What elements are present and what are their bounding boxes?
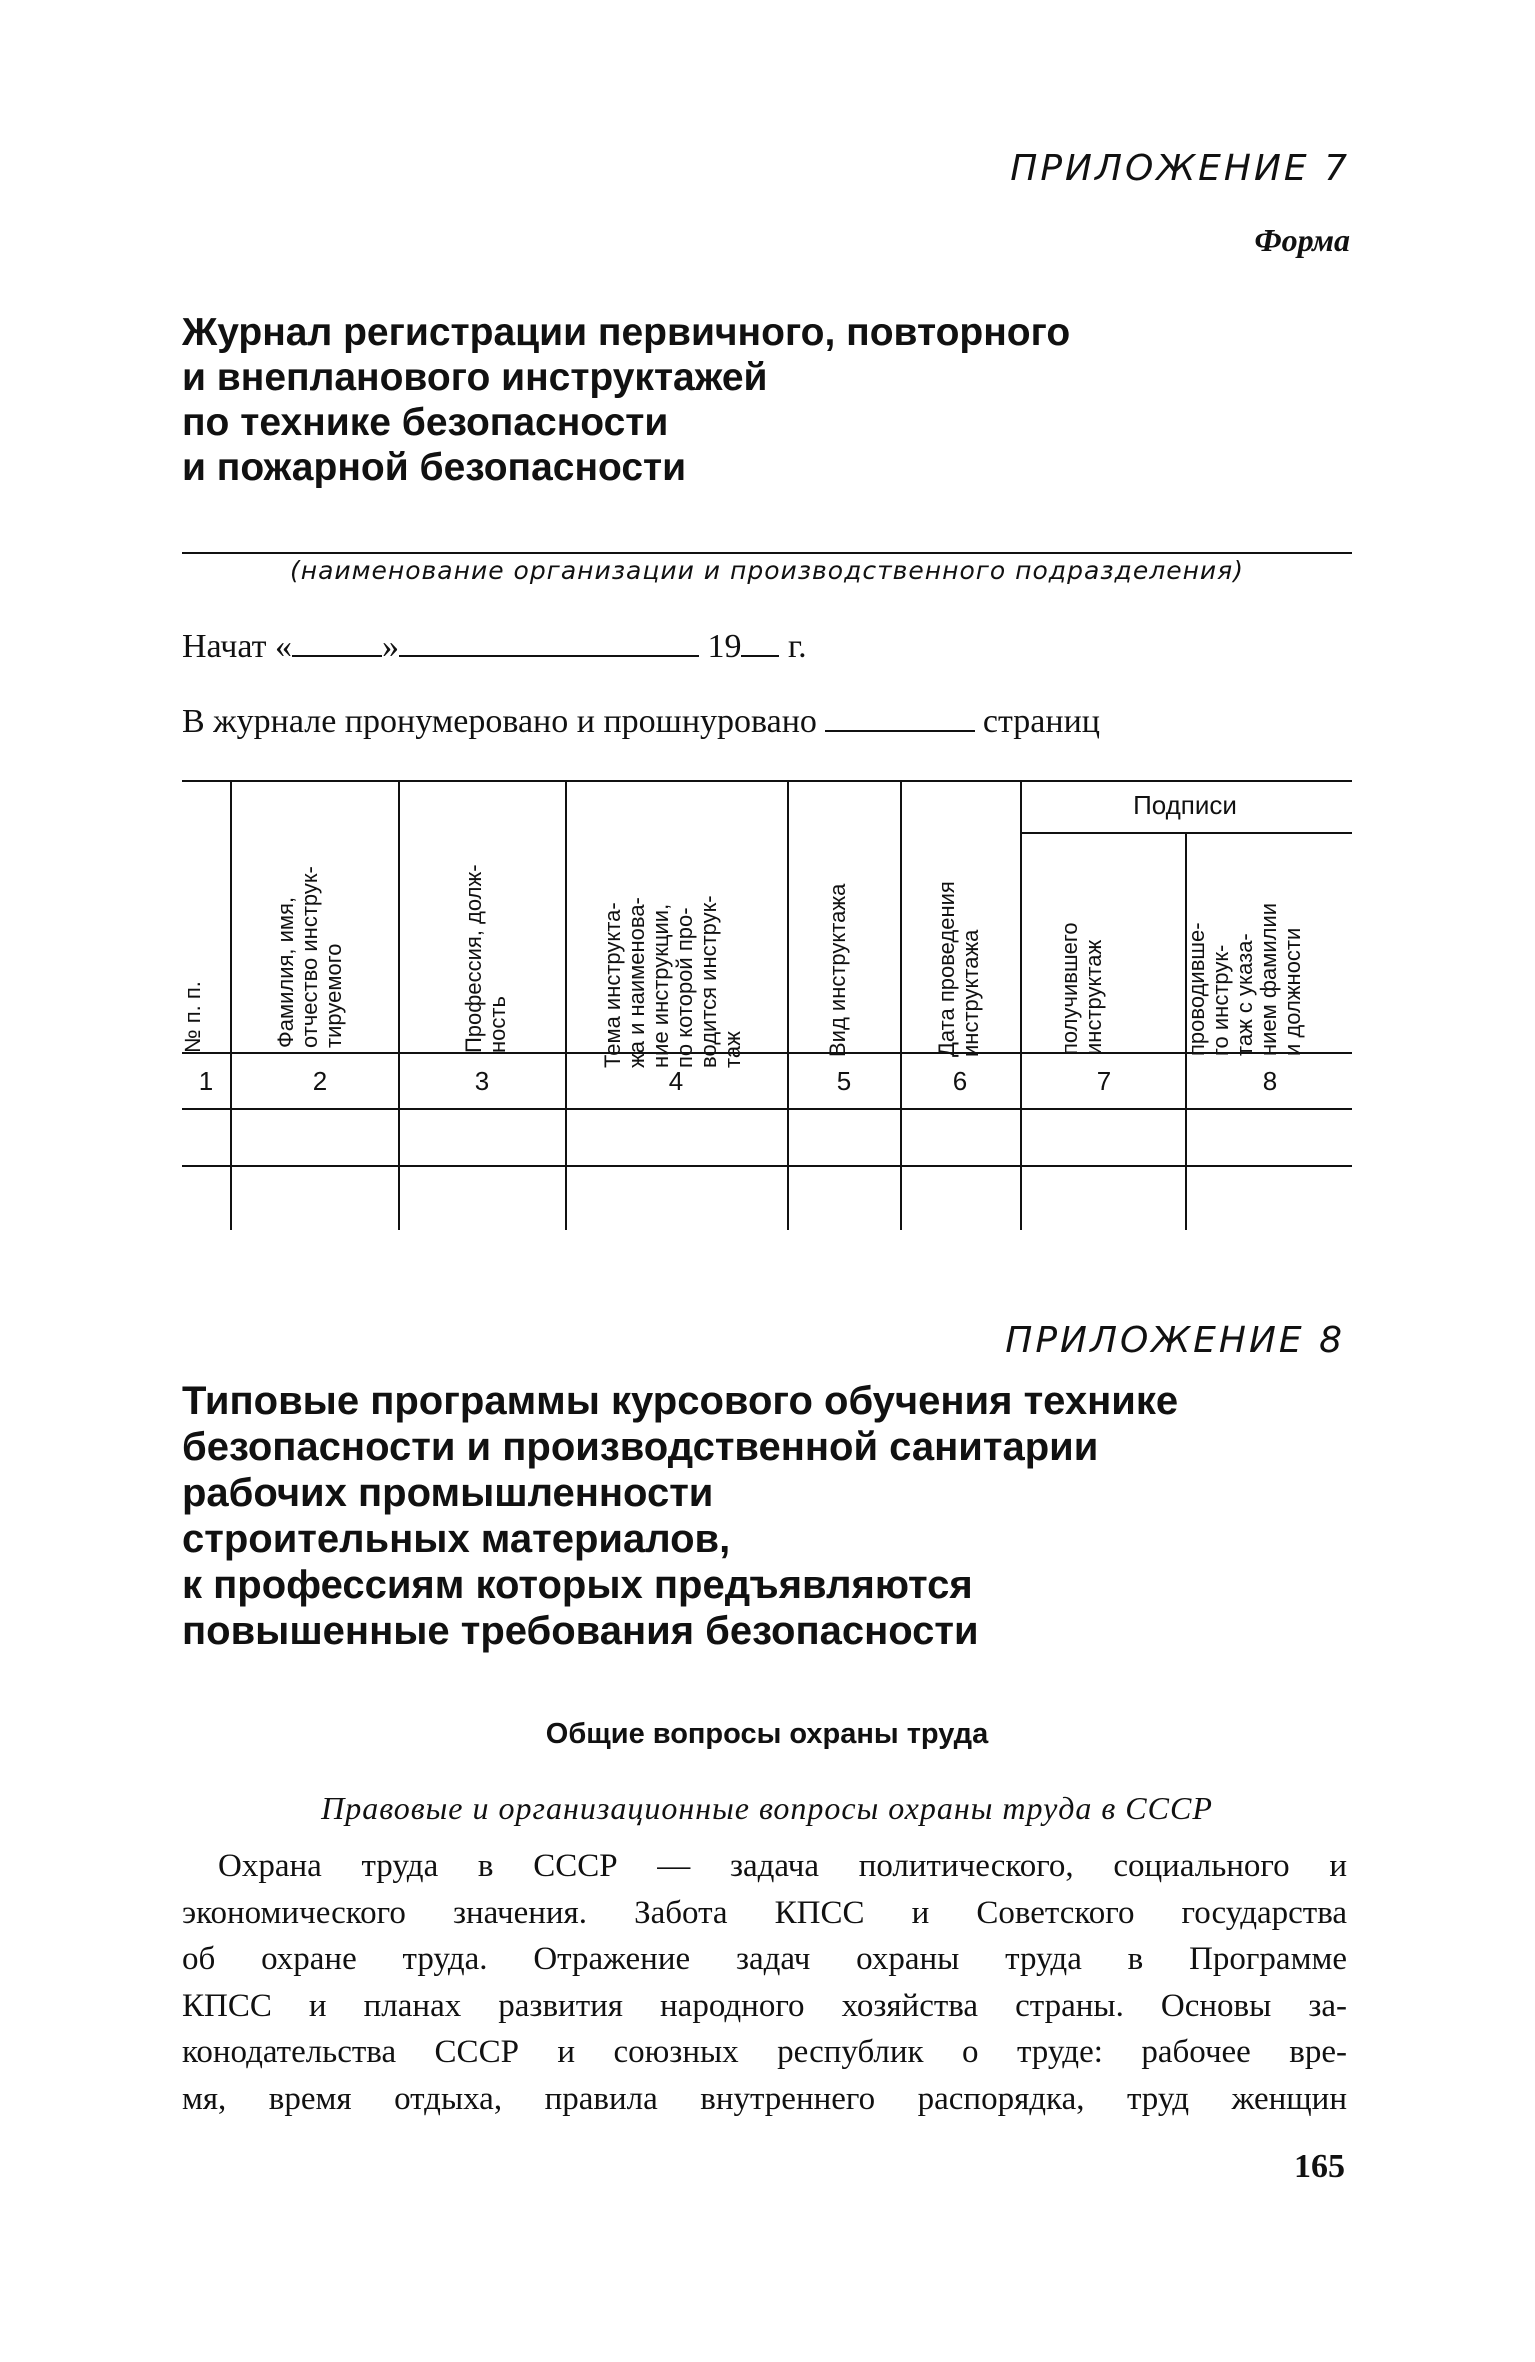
started-year: 19 — [707, 628, 742, 665]
organization-name-line — [182, 552, 1352, 554]
paragraph-line: мя, время отдыха, правила внутреннего распорядка, труд женщин — [182, 2080, 1347, 2117]
journal-title-line: и пожарной безопасности — [182, 446, 687, 489]
table-top-border — [182, 780, 1352, 782]
appendix-8-label: ПРИЛОЖЕНИЕ 8 — [1005, 1320, 1345, 1361]
paragraph-line: об охране труда. Отражение задач охраны труда в Программе — [182, 1941, 1347, 1977]
header-bottom-border — [182, 1052, 1352, 1054]
column-number: 8 — [1262, 1066, 1278, 1096]
programs-title-line: рабочих промышленности — [182, 1471, 714, 1515]
programs-title-line: безопасности и производственной санитарии — [182, 1425, 1099, 1469]
column-header-date: Дата проведения инструктажа — [934, 881, 983, 1057]
column-header-type: Вид инструктажа — [825, 883, 850, 1057]
column-header-received-signature: получившего инструктаж — [1057, 922, 1106, 1055]
journal-title — [182, 310, 1070, 490]
column-header-topic: Тема инструкта- жа и наименова- ние инструкции, по которой про- водится инструк- таж — [600, 895, 745, 1068]
numbers-bottom-border — [182, 1108, 1352, 1110]
signatures-group-header: Подписи — [1133, 790, 1237, 820]
programs-title — [182, 1378, 1178, 1654]
column-number: 2 — [312, 1066, 328, 1096]
programs-title-line: повышенные требования безопасности — [182, 1609, 979, 1653]
started-date-line — [182, 628, 807, 666]
form-label: Форма — [1254, 222, 1350, 258]
started-mid: » — [381, 628, 399, 665]
paragraph-line: конодательства СССР и союзных республик о труде: рабочее вре- — [182, 2034, 1347, 2070]
page-number: 165 — [1294, 2148, 1345, 2185]
journal-title-line: и внепланового инструктажей — [182, 356, 768, 399]
day-blank — [292, 629, 382, 657]
started-prefix: Начат « — [182, 628, 292, 665]
column-header-profession: Профессия, долж- ность — [461, 864, 510, 1053]
year-blank — [741, 629, 779, 657]
column-divider — [565, 780, 567, 1230]
paragraph-line: экономического значения. Забота КПСС и Советского государства — [182, 1894, 1347, 1931]
column-number: 7 — [1096, 1066, 1112, 1096]
month-blank — [399, 629, 699, 657]
section-heading: Общие вопросы охраны труда — [545, 1718, 989, 1750]
paragraph-line: Охрана труда в СССР — задача политического, социального и — [218, 1848, 1347, 1884]
column-number: 3 — [474, 1066, 490, 1096]
programs-title-line: к профессиям которых предъявляются — [182, 1563, 973, 1607]
pages-suffix: страниц — [982, 703, 1100, 740]
journal-title-line: по технике безопасности — [182, 401, 669, 444]
column-divider — [1020, 780, 1022, 1230]
column-header-name: Фамилия, имя, отчество инструк- тируемого — [273, 866, 346, 1048]
programs-title-line: Типовые программы курсового обучения технике — [182, 1379, 1179, 1423]
column-number: 1 — [198, 1066, 214, 1096]
pages-prefix: В журнале пронумеровано и прошнуровано — [182, 703, 817, 740]
pages-count-line — [182, 703, 1100, 741]
column-number: 4 — [668, 1066, 684, 1096]
column-number: 6 — [952, 1066, 968, 1096]
started-suffix: г. — [787, 628, 807, 665]
column-number: 5 — [836, 1066, 852, 1096]
column-divider — [398, 780, 400, 1230]
column-header-conducted-signature: проводивше- го инструк- таж с указа- нием фамилии и должности — [1184, 902, 1305, 1056]
pages-blank — [825, 704, 975, 732]
organization-caption: (наименование организации и производственного подразделения) — [290, 556, 1244, 585]
column-divider — [787, 780, 789, 1230]
body-paragraph — [182, 1843, 1347, 2122]
subsection-heading: Правовые и организационные вопросы охраны труда в СССР — [321, 1790, 1213, 1826]
column-divider — [900, 780, 902, 1230]
column-header-number: № п. п. — [180, 981, 205, 1053]
column-divider — [230, 780, 232, 1230]
journal-title-line: Журнал регистрации первичного, повторного — [182, 311, 1071, 354]
paragraph-line: КПСС и планах развития народного хозяйства страны. Основы за- — [182, 1987, 1347, 2024]
body-row-line — [182, 1165, 1352, 1167]
programs-title-line: строительных материалов, — [182, 1517, 731, 1561]
appendix-7-label: ПРИЛОЖЕНИЕ 7 — [1010, 148, 1350, 189]
